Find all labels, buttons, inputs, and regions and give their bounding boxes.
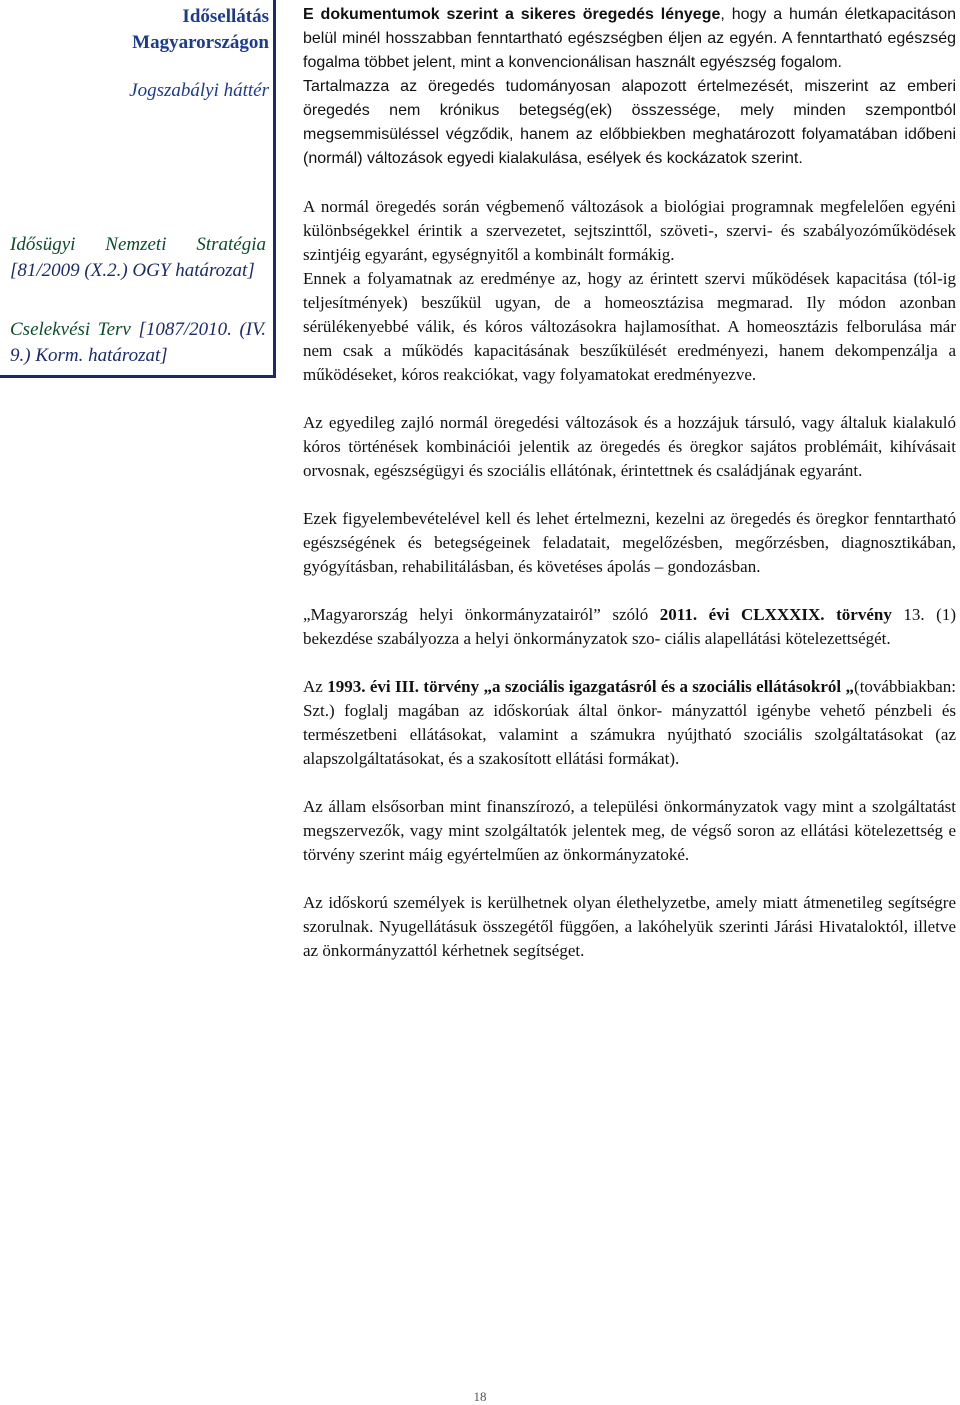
paragraph-7: „Magyarország helyi önkormányzatairól” szóló 2011. évi CLXXXIX. törvény 13. (1) bekezdése szabályozza a helyi önkormányzatok szo- ciális alapellátási kötelezettségét. [303, 605, 956, 648]
sidebar-title: Idősellátás Magyarországon [132, 6, 269, 53]
paragraph-5: Az egyedileg zajló normál öregedési változások és a hozzájuk társuló, vagy általuk kialakuló kóros történések kombinációi jelentik az öregedés és öregkor sajátos problémáit, kihívásait orvosnak, egészségügyi és szociális ellátónak, érintettnek és családjának egyaránt. [303, 413, 956, 480]
paragraph-2: Tartalmazza az öregedés tudományosan alapozott értelmezését, miszerint az emberi öregedés nem krónikus betegség(ek) összessége, mely minden szempontból megsemmisüléssel végződik, hanem az előbbiekben meghatározott folyamatában időbeni (normál) változások egyedi kialakulása, esélyek és kockázatok szerint. [303, 78, 956, 167]
sidebar-box [0, 0, 276, 378]
sidebar-subtitle: Jogszabályi háttér [129, 80, 269, 101]
strategy-ref: [81/2009 (X.2.) OGY határozat] [10, 260, 255, 281]
paragraph-10: Az időskorú személyek is kerülhetnek olyan élethelyzetbe, amely miatt átmenetileg segítségre szorulnak. Nyugellátásuk összegétől függően, a lakóhelyük szerinti Járási Hivataloktól, illetve az önkormányzattól kérhetnek segítséget. [303, 893, 956, 960]
paragraph-6: Ezek figyelembevételével kell és lehet értelmezni, kezelni az öregedés és öregkor fenntartható egészségének és betegségeinek feladatait, megelőzésben, megőrzésben, diagnosztikában, gyógyításban, rehabilitálásban, és követéses ápolás – gondozásban. [303, 509, 956, 576]
page-number: 18 [473, 1389, 487, 1404]
paragraph-1: E dokumentumok szerint a sikeres öregedés lényege, hogy a humán életkapacitáson belül minél hosszabban fenntartható egészségben éljen az egyén. A fenntartható egészség fogalma többet jelent, mint a konvencionálisan használt egyészség fogalom. [303, 6, 956, 71]
paragraph-8: Az 1993. évi III. törvény „a szociális igazgatásról és a szociális ellátásokról „(továbbiakban: Szt.) foglalj magában az időskorúak által önkor- mányzattól igénybe vehető pénzbeli és természetbeni ellátásokat, valamint a számukra nyújtható szociális szolgáltatásokat (az alapszolgáltatásokat, és a szakosított ellátási formákat). [303, 677, 957, 768]
strategy-reference [10, 232, 266, 284]
action-plan-ref: [1087/2010. (IV. 9.) Korm. határozat] [10, 319, 266, 366]
paragraph-4: Ennek a folyamatnak az eredménye az, hogy az érintett szervi működések kapacitása (tól-ig teljesítmények) beszűkül ugyan, de a homeosztázisa megmarad. Ily módon azonban sérülékenyebbé válik, és kóros változásokra hajlamosíthat. A homeosztázis felborulása már nem csak a működés kapacitásának beszűkülését eredményezi, hanem dekompenzálja a működéseket, kóros reakciókat, vagy folyamatokat eredményezve. [303, 269, 956, 384]
paragraph-3: A normál öregedés során végbemenő változások a biológiai programnak megfelelően egyéni különbségekkel érintik a szervezetet, sejtszinttől, szöveti-, szervi- és szabályozóműködések szintjéig egyaránt, egységnyitől a kombinált formákig. [303, 197, 956, 264]
strategy-heading: Idősügyi Nemzeti Stratégia [10, 234, 266, 255]
main-text [303, 3, 956, 963]
action-plan-heading: Cselekvési Terv [10, 319, 131, 340]
action-plan-reference [10, 317, 266, 369]
paragraph-9: Az állam elsősorban mint finanszírozó, a települési önkormányzatok vagy mint a szolgáltatást megszervezők, vagy mint szolgáltatók jelentek meg, de végső soron az ellátási kötelezettség e törvény szerint máig egyértelműen az önkormányzatoké. [303, 797, 956, 864]
